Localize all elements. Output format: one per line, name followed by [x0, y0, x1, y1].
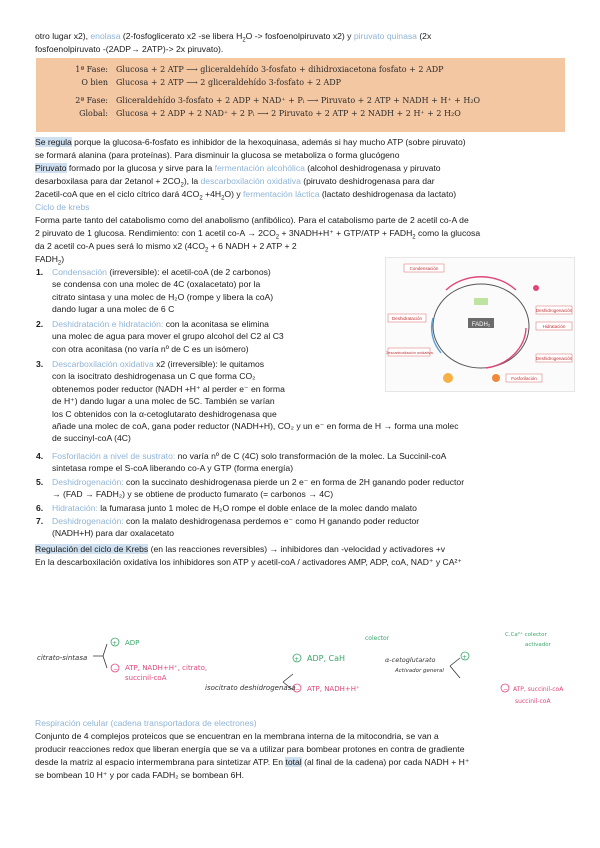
diagram-label: Descarboxilación oxidativa — [386, 350, 433, 355]
note-adp-1: ADP — [125, 639, 140, 647]
piruvato-line-3: 2acetil-coA que en el ciclo cítrico dará $4CO_2 +4H_2O$) y fermentación láctica (lactato deshidrogenasa da lactato) — [35, 189, 457, 202]
respiration-line-2: producir reacciones redox que liberan energía que se va a utilizar para bombear protones en contra de gradiente — [35, 744, 465, 754]
handwritten-notes — [35, 628, 573, 708]
note-inhibitors-3: ATP, succinil-coA — [513, 686, 564, 693]
svg-text:−: − — [113, 666, 119, 673]
note-activador-2: activador — [525, 642, 551, 648]
note-activador: Activador general — [395, 668, 444, 674]
krebs-line-4: $FADH_2$) — [35, 254, 65, 267]
krebs-line-1: Forma parte tanto del catabolismo como del anabolismo (anfibólico). Para el catabolismo parte de 2 acetil co-A de — [35, 215, 469, 225]
table-row: O bien Glucosa + 2 ATP ⟶ 2 gliceraldehído 3-fosfato + 2 ADP — [81, 78, 342, 87]
step-4: 4. Fosforilación a nivel de sustrato: no varía nº de C (4C) solo transformación de la molec. La Succinil-coA sintetasa rompe el S-coA liberando co-A y GTP (forma energía) — [36, 451, 447, 474]
note-adp-2: ADP, CaH — [307, 654, 346, 663]
step-6: 6. Hidratación: la fumarasa junto 1 molec de H₂O rompe el doble enlace de la molec dando malato — [36, 503, 417, 513]
note-succinil-2: succinil-coA — [515, 698, 551, 705]
step-1: 1. Condensación (irreversible): el acetil-coA (de 2 carbonos) se condensa con una molec de 4C (oxalacetato) por la citrato sintasa y una molec de H₂O (rompe y libera la coA) dando lugar a una molec de 6 C — [36, 267, 274, 315]
regulation-line-2: se formará alanina (para proteínas). Para disminuir la glucosa se metaboliza o forma glucógeno — [35, 150, 400, 160]
respiration-line-1: Conjunto de 4 complejos proteicos que se encuentran en la membrana interna de la mitocondria, se van a — [35, 731, 439, 741]
svg-text:−: − — [295, 686, 301, 693]
respiration-line-3: desde la matriz al espacio intermembrana para sintetizar ATP. En total (al final de la cadena) por cada NADH + H⁺ — [35, 757, 470, 767]
step-2: 2. Deshidratación e hidratación: con la aconitasa se elimina una molec de agua para mover el grupo alcohol del C2 al C3 con otra aconitasa (no varía nº de C es un isómero) — [36, 319, 284, 354]
table-row: Global: Glucosa + 2 ADP + 2 NAD⁺ + 2 Pᵢ ⟶ 2 Piruvato + 2 ATP + 2 NADH + 2 H⁺ + 2 H₂O — [79, 109, 461, 118]
krebs-line-3: da 2 acetil co-A pues será lo mismo x2 ($4CO_2 + 6$ NADH + 2 ATP + 2 — [35, 241, 297, 254]
enolasa-term: enolasa — [90, 31, 121, 41]
respiration-line-4: se bombean 10 H⁺ y por cada FADH₂ se bombean 6H. — [35, 770, 244, 780]
diagram-label: Hidratación — [542, 324, 566, 329]
svg-text:+: + — [462, 654, 468, 661]
table-row: 1ª Fase: Glucosa + 2 ATP ⟶ gliceraldehído 3-fosfato + dihidroxiacetona fosfato + 2 ADP — [75, 65, 444, 74]
intro-line-2: fosfoenolpiruvato -(2ADP→ 2ATP)-> 2x piruvato). — [35, 44, 224, 54]
krebs-line-2: 2 piruvato de 1 glucosa. Rendimiento: con 1 acetil $co-A \to 2CO_2$ + 3NADH+H⁺ + $GTP/ATP + FADH_2$ como la glucosa — [35, 228, 481, 241]
se-regula-highlight: Se regula — [35, 137, 72, 147]
diagram-label: Deshidrogenación — [535, 308, 573, 313]
note-colector: colector — [365, 635, 390, 642]
svg-text:+: + — [112, 640, 118, 647]
table-row: 2ª Fase: Gliceraldehído 3-fosfato + 2 ADP + NAD⁺ + Pᵢ ⟶ Piruvato + 2 ATP + NADH + H⁺ + H₂O — [75, 96, 481, 105]
respiration-heading: Respiración celular (cadena transportadora de electrones) — [35, 718, 257, 728]
piruvato-quinasa-term: piruvato quinasa — [353, 31, 417, 41]
step-7: 7. Deshidrogenación: con la malato deshidrogenasa perdemos e⁻ como H ganando poder reductor (NADH+H) para dar oxalacetato — [36, 516, 420, 539]
svg-text:−: − — [503, 686, 509, 693]
total-highlight: total — [285, 757, 302, 767]
handwritten-svg — [35, 628, 573, 708]
diagram-label: Deshidratación — [391, 316, 423, 321]
krebs-heading: Ciclo de krebs — [35, 202, 90, 212]
diagram-label: Fosforilación — [511, 376, 537, 381]
note-succinil-1: succinil-coA — [125, 674, 167, 682]
krebs-regulation-line-2: En la descarboxilación oxidativa los inhibidores son ATP y acetil-coA / activadores AMP, ADP, coA, NAD⁺ y CA²⁺ — [35, 557, 462, 567]
note-alfa-ceto: α-cetoglutarato — [385, 656, 436, 664]
diagram-label: Condensación — [409, 266, 439, 271]
regulation-title: Regulación del ciclo de Krebs — [35, 544, 149, 554]
step-5: 5. Deshidrogenación: con la succinato deshidrogenasa pierde un 2 e⁻ en forma de 2H ganando poder reductor → (FAD → FADH₂) y se obtiene de producto fumarato (= carbonos → 4C) — [36, 477, 465, 500]
piruvato-line-1: Piruvato formado por la glucosa y sirve para la fermentación alcohólica (alcohol deshidrogenasa y piruvato — [35, 163, 441, 173]
diagram-center-label: FADH₂ — [471, 322, 491, 328]
regulation-line-1: Se regula porque la glucosa-6-fosfato es inhibidor de la hexoquinasa, además si hay mucho ATP (sobre piruvato) — [35, 137, 466, 147]
note-citrato-sintasa: citrato-sintasa — [37, 654, 88, 662]
intro-line-1: otro lugar x2), enolasa (2-fosfoglicerato x2 -se libera $H_2O$ -> fosfoenolpiruvato x2) y piruvato quinasa (2x — [35, 31, 432, 44]
note-isocitrato: isocitrato deshidrogenasa — [205, 684, 296, 692]
svg-text:+: + — [294, 656, 300, 663]
piruvato-line-2: desarboxilasa para dar 2etanol + $2CO_2$), la descarboxilación oxidativa (piruvato deshidrogenasa para dar — [35, 176, 435, 189]
krebs-regulation-line-1: Regulación del ciclo de Krebs (en las reacciones reversibles) → inhibidores dan -velocidad y activadores +v — [35, 544, 446, 554]
glycolysis-table — [36, 58, 565, 132]
note-ca-colector: C.Ca²⁺ colector — [505, 632, 547, 638]
note-inhibitors-1: ATP, NADH+H⁺, citrato, — [125, 664, 208, 672]
step-3: 3. Descarboxilación oxidativa x2 (irreversible): le quitamos con la isocitrato deshidrogenasa un C que forma CO₂ obtenemos poder reductor (NADH +H⁺ al perder e⁻ en forma de H⁺) dando lugar a una molec de 5C. También se varían los C obtenidos con la α-cetoglutarato deshidrogenasa que añade una molec de coA, gana poder reductor (NADH+H), CO₂ y un e⁻ en forma de H → forma una molec de succinyl-coA (4C) — [36, 359, 459, 444]
diagram-label: Deshidrogenación — [535, 356, 573, 361]
note-inhibitors-2: ATP, NADH+H⁺ — [307, 685, 360, 693]
